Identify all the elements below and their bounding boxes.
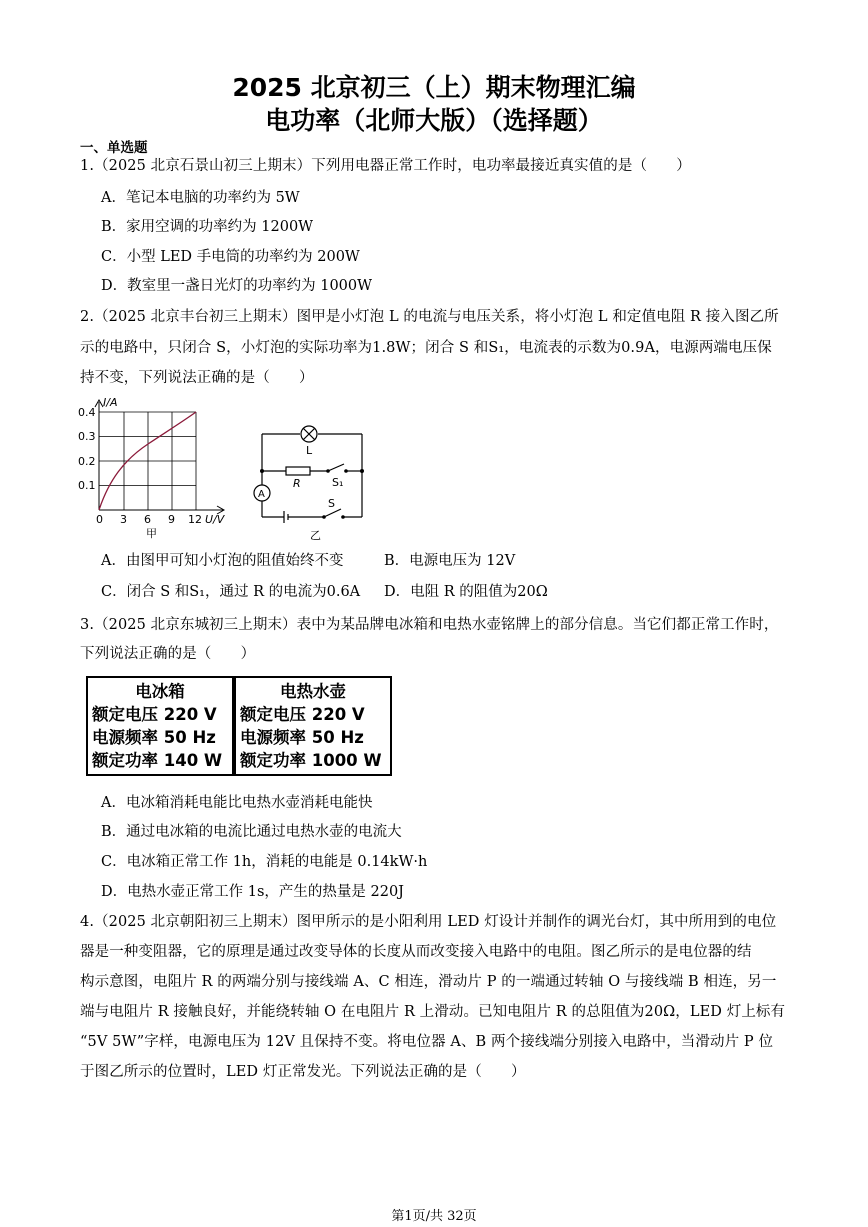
page-title-line1: 2025 北京初三（上）期末物理汇编	[232, 73, 636, 102]
nameplate-fridge	[86, 676, 234, 776]
x-tick-3: 3	[120, 513, 127, 526]
section-heading: 一、单选题	[80, 140, 148, 156]
y-tick-0.2: 0.2	[78, 455, 96, 468]
nameplate-fridge-power: 额定功率 140 W	[92, 751, 223, 770]
nameplate-kettle-title: 电热水壶	[280, 682, 346, 701]
q2-stem-line1: 2.（2025 北京丰台初三上期末）图甲是小灯泡 L 的电流与电压关系，将小灯泡 L 和定值电阻 R 接入图乙所	[80, 309, 779, 325]
x-tick-9: 9	[168, 513, 175, 526]
resistor-label: R	[293, 477, 301, 490]
q2-stem-line2: 示的电路中，只闭合 S，小灯泡的实际功率为1.8W；闭合 S 和S₁，电流表的示数为0.9A，电源两端电压保	[80, 340, 772, 356]
x-axis-label: U/V	[205, 513, 225, 526]
q2-circuit-diagram	[248, 418, 378, 544]
nameplate-kettle-voltage: 额定电压 220 V	[240, 705, 365, 724]
resistor-symbol	[286, 467, 310, 475]
q3-option-a: A．电冰箱消耗电能比电热水壶消耗电能快	[101, 795, 373, 811]
q4-line1: 4.（2025 北京朝阳初三上期末）图甲所示的是小阳利用 LED 灯设计并制作的调光台灯，其中所用到的电位	[80, 914, 777, 930]
graph-grid	[99, 412, 196, 510]
nameplate-kettle-frequency: 电源频率 50 Hz	[240, 728, 364, 747]
q1-option-a: A．笔记本电脑的功率约为 5W	[101, 190, 300, 206]
q3-option-b: B．通过电冰箱的电流比通过电热水壶的电流大	[101, 824, 402, 840]
q2-option-a: A．由图甲可知小灯泡的阻值始终不变	[101, 553, 344, 569]
nameplate-kettle-power: 额定功率 1000 W	[240, 751, 382, 770]
q2-option-c: C．闭合 S 和S₁，通过 R 的电流为0.6A	[101, 584, 361, 600]
q1-option-b: B．家用空调的功率约为 1200W	[101, 219, 314, 235]
nameplate-fridge-title: 电冰箱	[135, 682, 185, 701]
page-title-line2: 电功率（北师大版）（选择题）	[265, 106, 603, 135]
y-tick-0.4: 0.4	[78, 406, 96, 419]
q2-iv-graph	[74, 392, 244, 544]
switch-s1-symbol	[328, 464, 344, 471]
q4-line3: 构示意图，电阻片 R 的两端分别与接线端 A、C 相连，滑动片 P 的一端通过转轴 O 与接线端 B 相连，另一	[80, 974, 777, 990]
q4-line2: 器是一种变阻器，它的原理是通过改变导体的长度从而改变接入电路中的电阻。图乙所示的是电位器的结	[80, 944, 752, 960]
nameplate-fridge-frequency: 电源频率 50 Hz	[92, 728, 216, 747]
q1-option-d: D．教室里一盏日光灯的功率约为 1000W	[101, 278, 373, 294]
ammeter-label: A	[258, 489, 265, 500]
x-tick-12: 12	[188, 513, 202, 526]
q1-option-c: C．小型 LED 手电筒的功率约为 200W	[101, 249, 360, 265]
circuit-caption: 乙	[310, 529, 321, 542]
q3-stem-line1: 3.（2025 北京东城初三上期末）表中为某品牌电冰箱和电热水壶铭牌上的部分信息。当它们都正常工作时，	[80, 617, 779, 633]
x-tick-0: 0	[96, 513, 103, 526]
q2-stem-line3: 持不变，下列说法正确的是（ ）	[80, 370, 314, 386]
q4-line5: “5V 5W”字样，电源电压为 12V 且保持不变。将电位器 A、B 两个接线端分别接入电路中，当滑动片 P 位	[80, 1034, 774, 1050]
q1-stem: 1.（2025 北京石景山初三上期末）下列用电器正常工作时，电功率最接近真实值的是（ ）	[80, 158, 691, 174]
lamp-label: L	[306, 444, 313, 457]
nameplate-kettle	[234, 676, 392, 776]
switch-s-label: S	[328, 497, 335, 510]
y-tick-0.3: 0.3	[78, 430, 96, 443]
switch-s1-label: S₁	[332, 476, 344, 489]
switch-s-symbol	[324, 509, 341, 517]
q3-option-c: C．电冰箱正常工作 1h，消耗的电能是 0.14kW·h	[101, 854, 428, 870]
graph-caption: 甲	[146, 527, 157, 540]
nameplate-fridge-voltage: 额定电压 220 V	[92, 705, 217, 724]
page-number: 第1页/共 32页	[391, 1209, 477, 1224]
x-tick-6: 6	[144, 513, 151, 526]
q4-line6: 于图乙所示的位置时，LED 灯正常发光。下列说法正确的是（ ）	[80, 1064, 526, 1080]
q2-option-d: D．电阻 R 的阻值为20Ω	[384, 584, 548, 600]
q3-option-d: D．电热水壶正常工作 1s，产生的热量是 220J	[101, 884, 404, 900]
q3-stem-line2: 下列说法正确的是（ ）	[80, 646, 256, 662]
y-axis-label: I/A	[103, 396, 118, 409]
q2-option-b: B．电源电压为 12V	[384, 553, 516, 569]
y-tick-0.1: 0.1	[78, 479, 96, 492]
q4-line4: 端与电阻片 R 接触良好，并能绕转轴 O 在电阻片 R 上滑动。已知电阻片 R 的总阻值为20Ω，LED 灯上标有	[80, 1004, 786, 1020]
